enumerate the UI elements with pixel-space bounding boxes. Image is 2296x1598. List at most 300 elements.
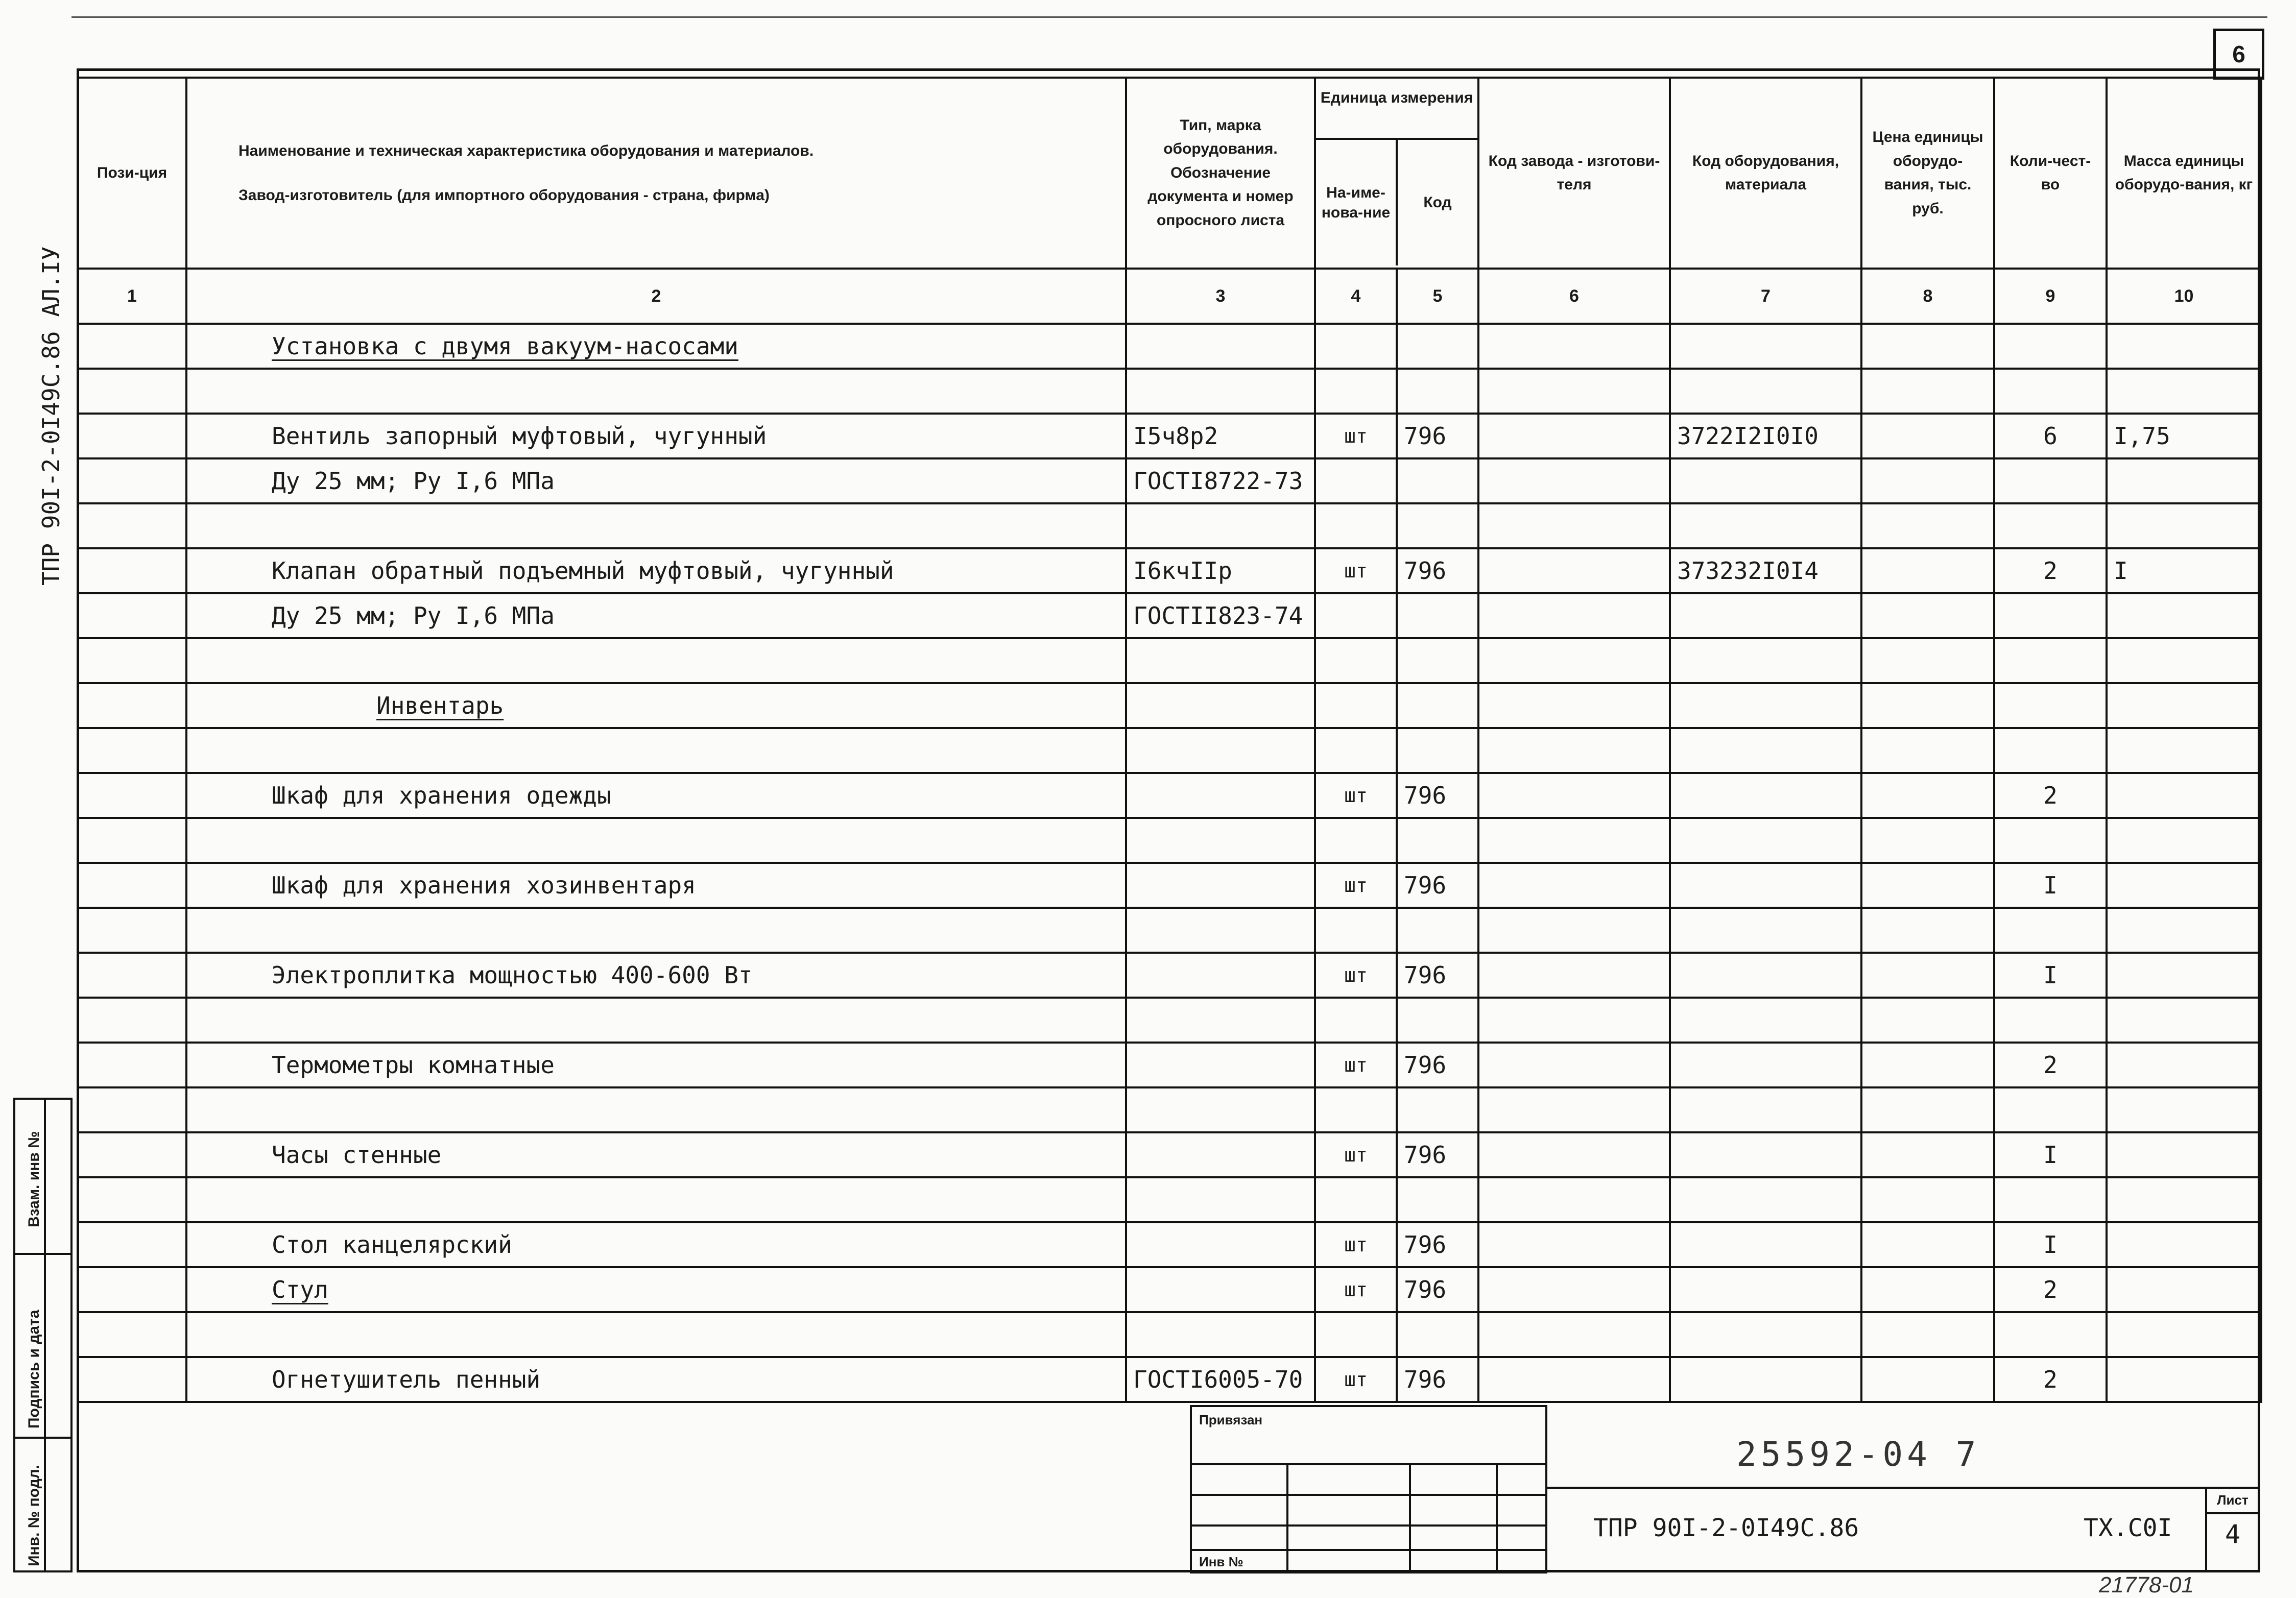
price-cell (1861, 818, 1994, 863)
type-cell-text: ГОСТII823-74 (1133, 602, 1303, 629)
col-number: 10 (2107, 269, 2261, 324)
unit-code-cell (1397, 1132, 1478, 1177)
unit-code-cell (1397, 818, 1478, 863)
name-cell (186, 863, 1126, 908)
grid-line (1192, 1549, 1545, 1551)
name-cell (186, 414, 1126, 458)
plant-code-cell (1478, 1087, 1670, 1132)
unit-code-cell (1397, 593, 1478, 638)
attachment-block (1190, 1405, 1547, 1573)
equipment-code-cell (1670, 773, 1861, 818)
price-cell (1861, 503, 1994, 548)
stamp-orig-inv-label: Инв. № подл. (26, 1464, 42, 1566)
mass-cell (2107, 1312, 2261, 1357)
price-cell (1861, 369, 1994, 414)
unit-code-cell (1397, 1267, 1478, 1312)
unit-code-cell (1397, 503, 1478, 548)
type-cell (1126, 548, 1315, 593)
mass-cell (2107, 728, 2261, 773)
plant-code-cell (1478, 728, 1670, 773)
equipment-code-cell (1670, 324, 1861, 369)
quantity-cell (1994, 593, 2107, 638)
grid-line (1496, 1463, 1498, 1571)
quantity-cell (1994, 863, 2107, 908)
quantity-cell-text: 2 (2043, 782, 2058, 809)
name-cell-text: Термометры комнатные (272, 1051, 555, 1079)
plant-code-cell (1478, 1312, 1670, 1357)
quantity-cell-text: 2 (2043, 557, 2058, 585)
quantity-cell-text: 6 (2043, 422, 2058, 450)
position-cell (78, 1043, 186, 1087)
position-cell (78, 1312, 186, 1357)
table-body (78, 324, 2261, 1402)
name-cell (186, 503, 1126, 548)
table-row (78, 863, 2261, 908)
equipment-code-cell (1670, 908, 1861, 953)
name-cell (186, 324, 1126, 369)
unit-cell-text: шт (1344, 784, 1368, 807)
table-row (78, 593, 2261, 638)
plant-code-cell (1478, 1177, 1670, 1222)
grid-line (1192, 1494, 1545, 1496)
equipment-code-cell (1670, 818, 1861, 863)
name-cell (186, 1087, 1126, 1132)
type-cell (1126, 1087, 1315, 1132)
unit-cell (1315, 1312, 1397, 1357)
unit-code-cell (1397, 773, 1478, 818)
plant-code-cell (1478, 683, 1670, 728)
type-cell (1126, 458, 1315, 503)
plant-code-cell (1478, 324, 1670, 369)
mass-cell (2107, 324, 2261, 369)
table-row (78, 1222, 2261, 1267)
header-type: Тип, марка оборудования. Обозначение документа и номер опросного листа (1126, 78, 1315, 269)
mass-cell (2107, 683, 2261, 728)
unit-cell-text: шт (1344, 1054, 1368, 1076)
unit-cell (1315, 953, 1397, 998)
name-cell (186, 1132, 1126, 1177)
quantity-cell (1994, 1043, 2107, 1087)
unit-cell (1315, 324, 1397, 369)
col-number: 3 (1126, 269, 1315, 324)
unit-code-cell (1397, 1043, 1478, 1087)
type-cell (1126, 953, 1315, 998)
table-row (78, 683, 2261, 728)
quantity-cell (1994, 773, 2107, 818)
position-cell (78, 908, 186, 953)
price-cell (1861, 414, 1994, 458)
position-cell (78, 998, 186, 1043)
name-cell-text: Ду 25 мм; Ру I,6 МПа (272, 602, 555, 629)
header-unit-name: На-име-нова-ние (1316, 140, 1398, 265)
equipment-code-cell (1670, 638, 1861, 683)
mass-cell (2107, 458, 2261, 503)
price-cell (1861, 683, 1994, 728)
grid-line (1409, 1463, 1411, 1571)
mass-cell (2107, 1357, 2261, 1402)
plant-code-cell (1478, 863, 1670, 908)
plant-code-cell (1478, 414, 1670, 458)
name-cell (186, 908, 1126, 953)
unit-cell (1315, 908, 1397, 953)
price-cell (1861, 1132, 1994, 1177)
price-cell (1861, 953, 1994, 998)
unit-cell (1315, 1177, 1397, 1222)
equipment-code-cell (1670, 1132, 1861, 1177)
price-cell (1861, 773, 1994, 818)
type-cell (1126, 728, 1315, 773)
stamp-signature (15, 1253, 70, 1437)
header-name-line2: Завод-изготовитель (для импортного оборудования - страна, фирма) (238, 187, 770, 204)
table-row (78, 1312, 2261, 1357)
sheet-number: 4 (2225, 1519, 2241, 1549)
mass-cell (2107, 414, 2261, 458)
type-cell (1126, 414, 1315, 458)
unit-cell (1315, 1222, 1397, 1267)
name-cell (186, 593, 1126, 638)
unit-code-cell (1397, 1312, 1478, 1357)
unit-code-cell-text: 796 (1404, 1231, 1447, 1258)
table-row (78, 369, 2261, 414)
table-row (78, 1267, 2261, 1312)
equipment-code-cell (1670, 458, 1861, 503)
name-cell (186, 1222, 1126, 1267)
unit-cell (1315, 548, 1397, 593)
type-cell-text: ГОСТI6005-70 (1133, 1366, 1303, 1393)
unit-cell (1315, 863, 1397, 908)
unit-cell (1315, 1087, 1397, 1132)
equipment-code-cell (1670, 369, 1861, 414)
table-row (78, 548, 2261, 593)
position-cell (78, 1177, 186, 1222)
mass-cell (2107, 1177, 2261, 1222)
equipment-code-cell (1670, 1087, 1861, 1132)
quantity-cell (1994, 1177, 2107, 1222)
unit-code-cell-text: 796 (1404, 1141, 1447, 1169)
quantity-cell (1994, 458, 2107, 503)
plant-code-cell (1478, 1043, 1670, 1087)
position-cell (78, 683, 186, 728)
type-cell (1126, 998, 1315, 1043)
unit-code-cell-text: 796 (1404, 961, 1447, 989)
equipment-code-cell (1670, 998, 1861, 1043)
header-plant-code: Код завода - изготови-теля (1478, 78, 1670, 269)
unit-cell (1315, 503, 1397, 548)
price-cell (1861, 728, 1994, 773)
table-row (78, 1043, 2261, 1087)
name-cell-text: Стол канцелярский (272, 1231, 512, 1258)
price-cell (1861, 638, 1994, 683)
header-price: Цена единицы оборудо-вания, тыс. руб. (1861, 78, 1994, 269)
equipment-code-cell (1670, 593, 1861, 638)
quantity-cell (1994, 1312, 2107, 1357)
position-cell (78, 414, 186, 458)
top-border-line (71, 16, 2267, 18)
type-cell (1126, 1357, 1315, 1402)
table-row (78, 503, 2261, 548)
unit-cell-text: шт (1344, 874, 1368, 897)
type-cell (1126, 1222, 1315, 1267)
position-cell (78, 1267, 186, 1312)
plant-code-cell (1478, 593, 1670, 638)
col-number: 2 (186, 269, 1126, 324)
header-name (186, 78, 1126, 269)
table-row (78, 458, 2261, 503)
unit-cell (1315, 998, 1397, 1043)
quantity-cell (1994, 953, 2107, 998)
price-cell (1861, 908, 1994, 953)
unit-cell (1315, 1267, 1397, 1312)
name-cell-text: Вентиль запорный муфтовый, чугунный (272, 422, 767, 450)
title-block-line (1547, 1487, 2260, 1489)
header-unit-group (1315, 78, 1478, 269)
table-row (78, 998, 2261, 1043)
type-cell (1126, 1267, 1315, 1312)
position-cell (78, 503, 186, 548)
unit-cell (1315, 1132, 1397, 1177)
plant-code-cell (1478, 458, 1670, 503)
type-cell (1126, 369, 1315, 414)
name-cell-text: Шкаф для хранения хозинвентаря (272, 871, 696, 899)
name-cell-text: Электроплитка мощностью 400-600 Вт (272, 961, 753, 989)
unit-code-cell-text: 796 (1404, 422, 1447, 450)
equipment-code-cell (1670, 1357, 1861, 1402)
unit-cell-text: шт (1344, 1368, 1368, 1391)
name-cell (186, 683, 1126, 728)
type-cell (1126, 503, 1315, 548)
mass-cell-text: I,75 (2114, 422, 2170, 450)
quantity-cell (1994, 1087, 2107, 1132)
quantity-cell-text: 2 (2043, 1276, 2058, 1303)
mass-cell (2107, 503, 2261, 548)
col-number: 6 (1478, 269, 1670, 324)
type-cell (1126, 1043, 1315, 1087)
header-equipment-code: Код оборудования, материала (1670, 78, 1861, 269)
unit-code-cell (1397, 548, 1478, 593)
unit-code-cell-text: 796 (1404, 1366, 1447, 1393)
unit-code-cell (1397, 728, 1478, 773)
position-cell (78, 1357, 186, 1402)
name-cell-text: Инвентарь (376, 692, 504, 719)
plant-code-cell (1478, 818, 1670, 863)
name-cell (186, 998, 1126, 1043)
col-number: 7 (1670, 269, 1861, 324)
plant-code-cell (1478, 773, 1670, 818)
column-number-row (78, 269, 2261, 324)
type-cell-text: I6кчIIр (1133, 557, 1232, 585)
unit-cell-text: шт (1344, 1233, 1368, 1256)
price-cell (1861, 1222, 1994, 1267)
type-cell (1126, 1312, 1315, 1357)
mass-cell (2107, 1267, 2261, 1312)
unit-cell (1315, 593, 1397, 638)
equipment-code-cell (1670, 863, 1861, 908)
table-row (78, 773, 2261, 818)
type-cell (1126, 818, 1315, 863)
name-cell (186, 953, 1126, 998)
unit-code-cell (1397, 638, 1478, 683)
equipment-code-cell (1670, 414, 1861, 458)
name-cell (186, 1312, 1126, 1357)
unit-code-cell (1397, 324, 1478, 369)
mass-cell (2107, 1087, 2261, 1132)
plant-code-cell (1478, 638, 1670, 683)
price-cell (1861, 1043, 1994, 1087)
mass-cell (2107, 1222, 2261, 1267)
type-cell (1126, 593, 1315, 638)
name-cell (186, 369, 1126, 414)
plant-code-cell (1478, 1132, 1670, 1177)
equipment-code-cell-text: 3722I2I0I0 (1677, 422, 1819, 450)
position-cell (78, 593, 186, 638)
type-cell (1126, 908, 1315, 953)
quantity-cell-text: 2 (2043, 1366, 2058, 1393)
position-cell (78, 458, 186, 503)
unit-code-cell-text: 796 (1404, 871, 1447, 899)
sheet-box (2205, 1487, 2260, 1572)
position-cell (78, 548, 186, 593)
document-code: ТПР 90I-2-0I49С.86 (1593, 1514, 1859, 1542)
type-cell (1126, 324, 1315, 369)
name-cell (186, 1177, 1126, 1222)
position-cell (78, 728, 186, 773)
name-cell-text: Ду 25 мм; Ру I,6 МПа (272, 467, 555, 495)
table-row (78, 908, 2261, 953)
stamp-orig-inv (15, 1437, 70, 1572)
quantity-cell (1994, 1132, 2107, 1177)
unit-code-cell (1397, 458, 1478, 503)
header-name-line1: Наименование и техническая характеристика оборудования и материалов. (238, 142, 814, 159)
name-cell-text: Клапан обратный подъемный муфтовый, чугунный (272, 557, 894, 585)
grid-line (1192, 1463, 1545, 1465)
table-row (78, 638, 2261, 683)
name-cell (186, 548, 1126, 593)
name-cell-text: Установка с двумя вакуум-насосами (272, 332, 738, 360)
header-unit-code: Код (1423, 193, 1452, 211)
table-row (78, 818, 2261, 863)
table-row (78, 1357, 2261, 1402)
quantity-cell (1994, 324, 2107, 369)
equipment-code-cell (1670, 683, 1861, 728)
equipment-code-cell (1670, 1222, 1861, 1267)
price-cell (1861, 1357, 1994, 1402)
unit-code-cell (1397, 1177, 1478, 1222)
plant-code-cell (1478, 908, 1670, 953)
name-cell (186, 818, 1126, 863)
header-quantity: Коли-чест-во (1994, 78, 2107, 269)
quantity-cell (1994, 503, 2107, 548)
equipment-code-cell (1670, 1312, 1861, 1357)
price-cell (1861, 863, 1994, 908)
quantity-cell-text: I (2043, 961, 2058, 989)
quantity-cell-text: 2 (2043, 1051, 2058, 1079)
table-row (78, 1087, 2261, 1132)
mass-cell-text: I (2114, 557, 2128, 585)
quantity-cell-text: I (2043, 1141, 2058, 1169)
quantity-cell (1994, 908, 2107, 953)
equipment-code-cell-text: 373232I0I4 (1677, 557, 1819, 585)
plant-code-cell (1478, 1267, 1670, 1312)
quantity-cell (1994, 998, 2107, 1043)
quantity-cell-text: I (2043, 871, 2058, 899)
unit-code-cell-text: 796 (1404, 1051, 1447, 1079)
position-cell (78, 324, 186, 369)
unit-code-cell (1397, 683, 1478, 728)
equipment-code-cell (1670, 1177, 1861, 1222)
quantity-cell-text: I (2043, 1231, 2058, 1258)
col-number: 4 (1315, 269, 1397, 324)
type-cell (1126, 1177, 1315, 1222)
type-cell-text: ГОСТI8722-73 (1133, 467, 1303, 495)
unit-cell-text: шт (1344, 560, 1368, 582)
header-unit: Единица измерения (1316, 79, 1477, 140)
name-cell (186, 728, 1126, 773)
unit-cell (1315, 683, 1397, 728)
mass-cell (2107, 369, 2261, 414)
type-cell (1126, 683, 1315, 728)
quantity-cell (1994, 683, 2107, 728)
quantity-cell (1994, 638, 2107, 683)
unit-cell-text: шт (1344, 1278, 1368, 1301)
unit-code-cell-text: 796 (1404, 1276, 1447, 1303)
name-cell (186, 1043, 1126, 1087)
position-cell (78, 953, 186, 998)
equipment-code-cell (1670, 548, 1861, 593)
unit-cell (1315, 458, 1397, 503)
type-cell (1126, 638, 1315, 683)
price-cell (1861, 593, 1994, 638)
position-cell (78, 1132, 186, 1177)
mass-cell (2107, 863, 2261, 908)
type-cell (1126, 1132, 1315, 1177)
quantity-cell (1994, 728, 2107, 773)
mass-cell (2107, 773, 2261, 818)
col-number: 8 (1861, 269, 1994, 324)
price-cell (1861, 1267, 1994, 1312)
price-cell (1861, 324, 1994, 369)
corner-code: 21778-01 (2099, 1572, 2194, 1597)
quantity-cell (1994, 548, 2107, 593)
stamp-signature-label: Подпись и дата (26, 1310, 42, 1428)
plant-code-cell (1478, 548, 1670, 593)
plant-code-cell (1478, 1222, 1670, 1267)
mass-cell (2107, 953, 2261, 998)
document-mark: ТХ.С0I (2084, 1514, 2172, 1542)
quantity-cell (1994, 818, 2107, 863)
grid-line (1286, 1463, 1288, 1571)
mass-cell (2107, 1132, 2261, 1177)
unit-code-cell (1397, 369, 1478, 414)
col-number: 1 (78, 269, 186, 324)
equipment-code-cell (1670, 503, 1861, 548)
name-cell (186, 1357, 1126, 1402)
unit-code-cell (1397, 863, 1478, 908)
plant-code-cell (1478, 369, 1670, 414)
unit-code-cell (1397, 1087, 1478, 1132)
price-cell (1861, 1177, 1994, 1222)
equipment-code-cell (1670, 1267, 1861, 1312)
plant-code-cell (1478, 503, 1670, 548)
unit-cell-text: шт (1344, 425, 1368, 447)
price-cell (1861, 1087, 1994, 1132)
name-cell (186, 458, 1126, 503)
position-cell (78, 1087, 186, 1132)
side-label-text: ТПР 90I-2-0I49С.86 АЛ.IУ (37, 246, 65, 586)
unit-cell (1315, 818, 1397, 863)
name-cell-text: Стул (272, 1276, 328, 1303)
quantity-cell (1994, 369, 2107, 414)
mass-cell (2107, 818, 2261, 863)
